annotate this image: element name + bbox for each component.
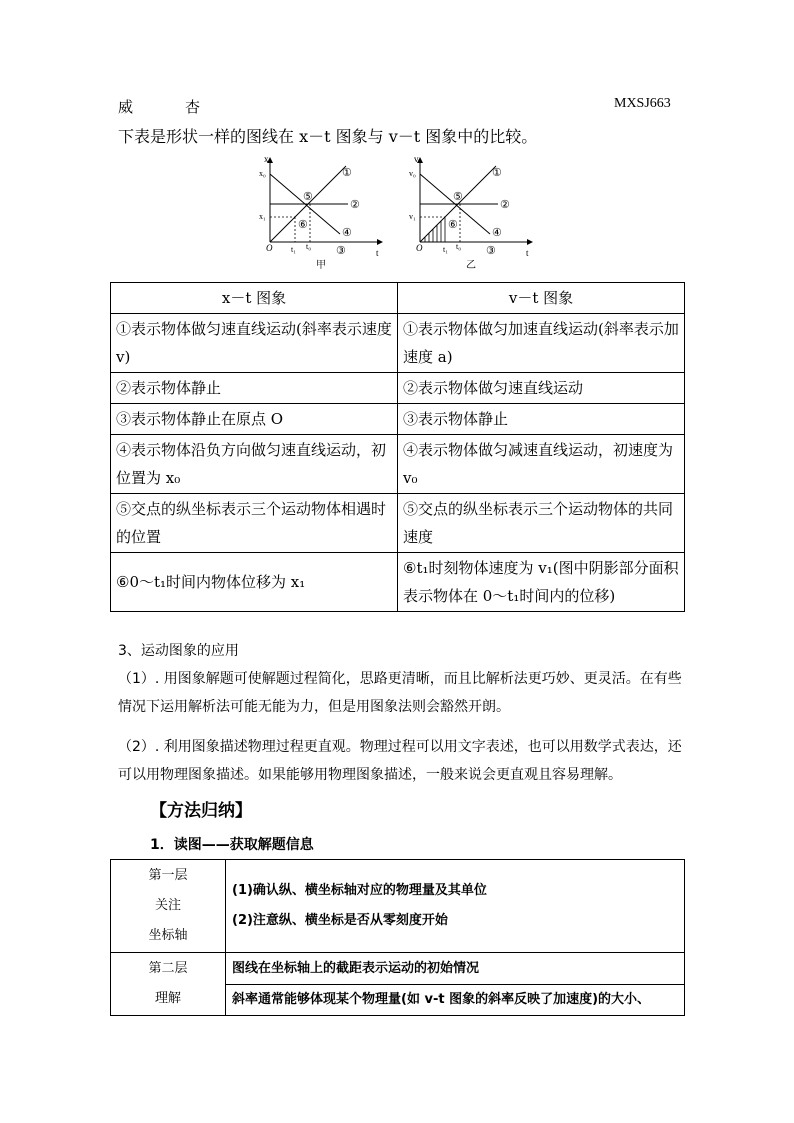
xt-caption: 甲 <box>316 260 326 271</box>
vt-marker-1: ① <box>492 167 502 179</box>
level2-item: 斜率通常能够体现某个物理量(如 v-t 图象的斜率反映了加速度)的大小、 <box>232 991 651 1007</box>
figure-vt <box>408 154 538 276</box>
vt-marker-6: ⑥ <box>448 219 458 231</box>
table-cell: ①表示物体做匀速直线运动(斜率表示速度 v) <box>111 314 398 373</box>
level2-item: 图线在坐标轴上的截距表示运动的初始情况 <box>226 954 684 985</box>
table-cell: ①表示物体做匀加速直线运动(斜率表示加速度 a) <box>398 314 685 373</box>
vt-origin: O <box>416 243 423 253</box>
table-cell: ②表示物体做匀速直线运动 <box>398 373 685 404</box>
header-char-2: 杏 <box>185 98 201 116</box>
table-cell: ⑤交点的纵坐标表示三个运动物体相遇时的位置 <box>111 494 398 553</box>
xt-origin: O <box>266 243 273 253</box>
figure-xt <box>258 154 388 276</box>
level1-content <box>226 860 685 953</box>
vt-caption: 乙 <box>466 260 476 271</box>
level1-label-line: 第一层 <box>148 868 188 883</box>
level2-label-line: 第二层 <box>148 961 188 976</box>
vt-marker-2: ② <box>500 199 510 211</box>
vt-y-axis: v <box>414 154 419 164</box>
level1-label-line: 坐标轴 <box>148 928 188 943</box>
table-header-vt: v－t 图象 <box>398 283 685 314</box>
vt-t0: t₀ <box>456 242 462 251</box>
table-header-row <box>111 283 685 314</box>
level1-label <box>111 860 226 953</box>
header-left <box>118 96 200 117</box>
xt-marker-1: ① <box>342 167 352 179</box>
method-title: 【方法归纳】 <box>150 801 252 821</box>
intro-text: 下表是形状一样的图线在 x－t 图象与 v－t 图象中的比较。 <box>118 127 538 146</box>
table-cell: ③表示物体静止 <box>398 404 685 435</box>
table-cell: ②表示物体静止 <box>111 373 398 404</box>
method-table <box>110 859 685 1016</box>
vt-marker-5: ⑤ <box>453 191 463 203</box>
section3-paragraph-1: （1）. 用图象解题可使解题过程简化，思路更清晰，而且比解析法更巧妙、更灵活。在有些情况下运用解析法可能无能为力，但是用图象法则会豁然开朗。 <box>118 671 682 715</box>
vt-x-axis: t <box>526 248 529 258</box>
table-cell: ④表示物体沿负方向做匀速直线运动，初位置为 x₀ <box>111 435 398 494</box>
xt-marker-4: ④ <box>342 227 352 239</box>
xt-t0: t₀ <box>306 242 312 251</box>
xt-marker-6: ⑥ <box>298 219 308 231</box>
xt-y-axis: x <box>264 154 269 164</box>
xt-y1: x₁ <box>259 212 266 221</box>
table-cell: ⑥t₁时刻物体速度为 v₁(图中阴影部分面积表示物体在 0～t₁时间内的位移) <box>398 553 685 612</box>
table-cell: ⑥0～t₁时间内物体位移为 x₁ <box>111 553 398 612</box>
table-row <box>111 373 685 404</box>
method-row-level2 <box>111 953 685 1016</box>
level1-label-line: 关注 <box>154 898 181 913</box>
level1-item: (2)注意纵、横坐标是否从零刻度开始 <box>232 913 448 928</box>
section3-paragraph-2: （2）. 利用图象描述物理过程更直观。物理过程可以用文字表述，也可以用数学式表达，还可以用物理图象描述。如果能够用物理图象描述，一般来说会更直观且容易理解。 <box>118 739 682 783</box>
header-char-1: 威 <box>118 98 134 116</box>
table-row <box>111 435 685 494</box>
vt-t1: t₁ <box>443 245 449 254</box>
level2-content <box>226 953 685 1016</box>
xt-t1: t₁ <box>291 245 297 254</box>
vt-marker-4: ④ <box>492 227 502 239</box>
table-row <box>111 553 685 612</box>
section3-title: 3、运动图象的应用 <box>118 643 239 659</box>
method-subtitle: 1．读图——获取解题信息 <box>150 837 314 853</box>
method-row-level1 <box>111 860 685 953</box>
table-row <box>111 404 685 435</box>
vt-marker-3: ③ <box>486 245 496 257</box>
xt-marker-5: ⑤ <box>303 191 313 203</box>
xt-y0: x₀ <box>259 169 266 178</box>
xt-marker-2: ② <box>350 199 360 211</box>
level2-label <box>111 953 226 1016</box>
table-cell: ⑤交点的纵坐标表示三个运动物体的共同速度 <box>398 494 685 553</box>
vt-y1: v₁ <box>409 212 416 221</box>
xt-x-axis: t <box>376 248 379 258</box>
table-cell: ③表示物体静止在原点 O <box>111 404 398 435</box>
table-header-xt: x－t 图象 <box>111 283 398 314</box>
level2-label-line: 理解 <box>154 991 181 1006</box>
level1-item: (1)确认纵、横坐标轴对应的物理量及其单位 <box>232 883 487 898</box>
vt-y0: v₀ <box>409 169 416 178</box>
table-cell: ④表示物体做匀减速直线运动，初速度为 v₀ <box>398 435 685 494</box>
comparison-table <box>110 282 685 612</box>
table-row <box>111 314 685 373</box>
xt-marker-3: ③ <box>336 245 346 257</box>
table-row <box>111 494 685 553</box>
header-code: MXSJ663 <box>614 96 671 111</box>
